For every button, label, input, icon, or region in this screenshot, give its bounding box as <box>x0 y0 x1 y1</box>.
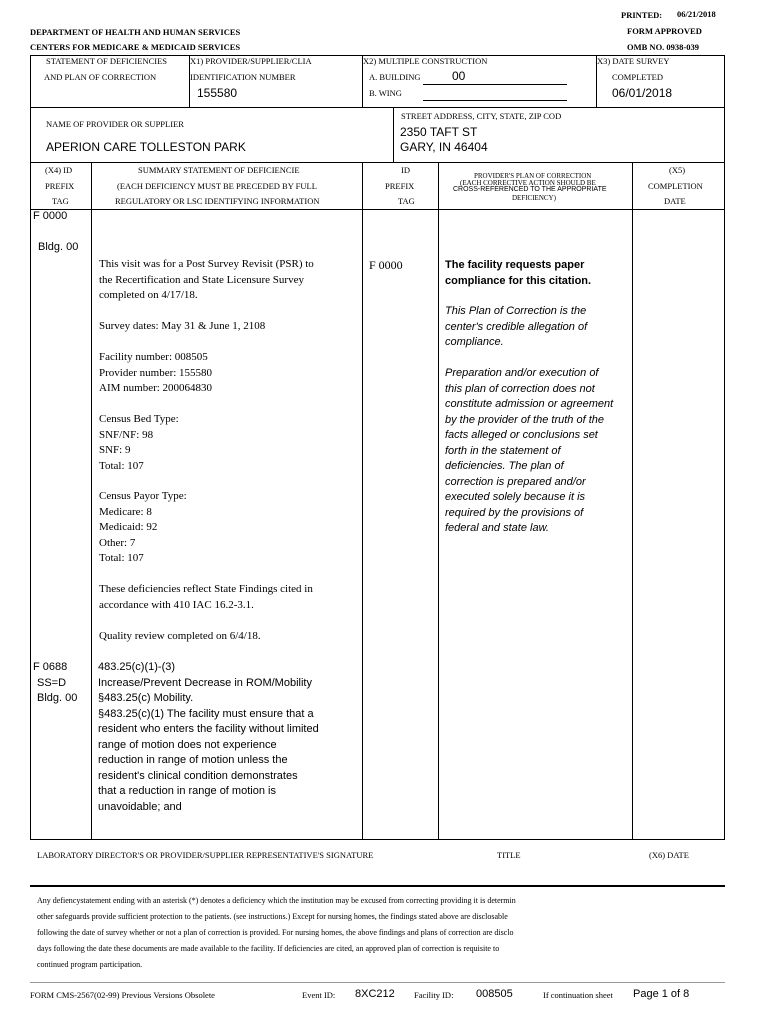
plan-allegation: This Plan of Correction is the center's credible allegation of compliance. <box>445 305 588 348</box>
x5-date: DATE <box>664 196 686 206</box>
statement-label-1: STATEMENT OF DEFICIENCIES <box>46 56 168 66</box>
visit-paragraph: This visit was for a Post Survey Revisit (PSR) to the Recertification and State Licensure Survey completed on 4/17/18. <box>99 258 314 301</box>
x2-label: X2) MULTIPLE CONSTRUCTION <box>363 56 488 66</box>
x5-completion: COMPLETION <box>648 181 703 191</box>
address-street: 2350 TAFT ST <box>400 125 478 139</box>
deficiency-notice: Any defiencystatement ending with an asterisk (*) denotes a deficiency which the institution may be excused from correcting providing it is determin other safeguards provide sufficient protection to the patients. (see instructions.) Except for nursing homes, the findings stated above are disclosable following the date of survey whether or not a plan of correction is provided. For nursing homes, the above findings and plans of correction are disclo days following the date these documents are made available to the facility. If deficiencies are cited, an approved plan of correction is requisite to continued program participation. <box>37 896 516 969</box>
x3-sublabel: COMPLETED <box>612 72 663 82</box>
plan-bold-statement: The facility requests paper compliance for this citation. <box>445 259 592 287</box>
plan-header-2: (EACH CORRECTIVE ACTION SHOULD BE <box>460 179 596 187</box>
bldg-label: Bldg. 00 <box>38 241 79 253</box>
form-number: FORM CMS-2567(02-99) Previous Versions Obsolete <box>30 990 215 1000</box>
printed-label: PRINTED: <box>621 10 663 20</box>
plan-header-4: DEFICIENCY) <box>512 194 556 202</box>
id-label: ID <box>401 165 410 175</box>
building-label: A. BUILDING <box>369 72 421 82</box>
statement-label-2: AND PLAN OF CORRECTION <box>44 72 157 82</box>
facility-id-label: Facility ID: <box>414 990 454 1000</box>
census-bed-type: Census Bed Type: SNF/NF: 98 SNF: 9 Total: 107 <box>99 413 179 472</box>
building-value: 00 <box>452 69 466 83</box>
prefix-tag-f0000: F 0000 <box>33 210 68 222</box>
x5-label: (X5) <box>669 165 686 175</box>
census-payor-type: Census Payor Type: Medicare: 8 Medicaid: 92 Other: 7 Total: 107 <box>99 490 187 564</box>
centers-title: CENTERS FOR MEDICARE & MEDICAID SERVICES <box>30 42 241 52</box>
prefix-tag-f0688: F 0688 SS=D Bldg. 00 <box>33 661 78 704</box>
survey-dates: Survey dates: May 31 & June 1, 2108 <box>99 320 266 332</box>
id-tag-f0000: F 0000 <box>369 258 403 272</box>
survey-completed-date: 06/01/2018 <box>612 86 673 100</box>
state-findings: These deficiencies reflect State Findings cited in accordance with 410 IAC 16.2-3.1. <box>99 583 313 611</box>
department-title: DEPARTMENT OF HEALTH AND HUMAN SERVICES <box>30 27 241 37</box>
wing-label: B. WING <box>369 88 402 98</box>
summary-header-3: REGULATORY OR LSC IDENTIFYING INFORMATION <box>115 196 320 206</box>
provider-name: APERION CARE TOLLESTON PARK <box>46 140 246 154</box>
x4-prefix: PREFIX <box>45 181 75 191</box>
provider-number: 155580 <box>197 86 238 100</box>
id-tag: TAG <box>398 196 415 206</box>
address-city: GARY, IN 46404 <box>400 140 488 154</box>
summary-header-1: SUMMARY STATEMENT OF DEFICIENCIE <box>138 165 300 175</box>
title-label: TITLE <box>497 850 521 860</box>
summary-header-2: (EACH DEFICIENCY MUST BE PRECEDED BY FULL <box>117 181 317 191</box>
x4-label: (X4) ID <box>45 165 73 175</box>
event-id-value: 8XC212 <box>355 988 395 1000</box>
facility-info: Facility number: 008505 Provider number: 155580 AIM number: 200064830 <box>99 351 213 394</box>
signature-label: LABORATORY DIRECTOR'S OR PROVIDER/SUPPLIER REPRESENTATIVE'S SIGNATURE <box>37 850 374 860</box>
x3-label: X3) DATE SURVEY <box>597 56 670 66</box>
continuation-label: If continuation sheet <box>543 990 613 1000</box>
plan-disclaimer: Preparation and/or execution of this plan of correction does not constitute admission or agreement by the provider of the truth of the facts alleged or conclusions set forth in the statement of deficiencies. The plan of correction is prepared and/or executed solely because it is required by the provisions of federal and state law. <box>445 367 614 534</box>
page-number: Page 1 of 8 <box>633 988 690 1000</box>
x6-date-label: (X6) DATE <box>649 850 689 860</box>
form-approved: FORM APPROVED <box>627 26 702 36</box>
x1-label: X1) PROVIDER/SUPPLIER/CLIA <box>190 56 312 66</box>
quality-review: Quality review completed on 6/4/18. <box>99 630 261 642</box>
omb-number: OMB NO. 0938-039 <box>627 42 700 52</box>
x1-sublabel: IDENTIFICATION NUMBER <box>190 72 296 82</box>
plan-header-3: CROSS-REFERENCED TO THE APPROPRIATE <box>453 186 607 193</box>
x4-tag: TAG <box>52 196 69 206</box>
printed-date: 06/21/2018 <box>677 9 716 19</box>
event-id-label: Event ID: <box>302 990 336 1000</box>
address-label: STREET ADDRESS, CITY, STATE, ZIP COD <box>401 111 562 121</box>
facility-id-value: 008505 <box>476 988 513 1000</box>
id-prefix: PREFIX <box>385 181 415 191</box>
provider-name-label: NAME OF PROVIDER OR SUPPLIER <box>46 119 184 129</box>
regulation-text: 483.25(c)(1)-(3) Increase/Prevent Decrease in ROM/Mobility §483.25(c) Mobility. §483.25(c)(1) The facility must ensure that a resident who enters the facility without limited range of motion does not experience reduction in range of motion unless the resident's clinical condition demonstrates that a reduction in range of motion is unavoidable; and <box>98 661 319 813</box>
plan-header-1: PROVIDER'S PLAN OF CORRECTION <box>474 172 592 180</box>
